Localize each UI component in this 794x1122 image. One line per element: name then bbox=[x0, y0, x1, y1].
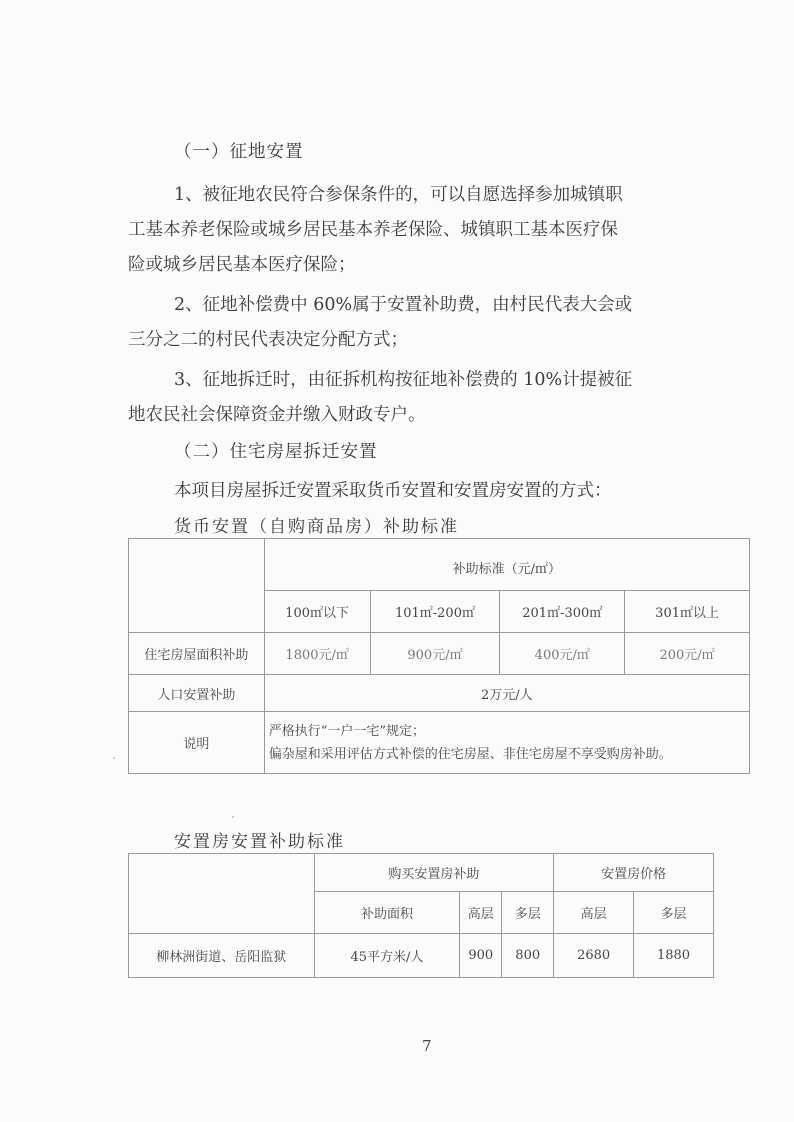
section1-item1-line1: 1、被征地农民符合参保条件的，可以自愿选择参加城镇职 bbox=[174, 185, 623, 205]
section2-heading: （二）住宅房屋拆迁安置 bbox=[174, 442, 378, 462]
table2-group-price: 安置房价格 bbox=[554, 854, 714, 892]
table2-sub-area: 补助面积 bbox=[314, 892, 460, 934]
table1-range: 201㎡-300㎡ bbox=[500, 591, 625, 633]
table2-caption: 安置房安置补助标准 bbox=[174, 832, 345, 852]
table1-row-area-label: 住宅房屋面积补助 bbox=[129, 633, 265, 675]
table1-area-value: 200元/㎡ bbox=[625, 633, 750, 675]
page-number: 7 bbox=[422, 1037, 432, 1055]
section1-item1-line3: 险或城乡居民基本医疗保险； bbox=[128, 255, 356, 275]
table1-area-value: 1800元/㎡ bbox=[264, 633, 370, 675]
table1-population-value: 2万元/人 bbox=[264, 675, 749, 712]
table2-row-price-high: 2680 bbox=[554, 934, 634, 978]
table2-sub-high: 高层 bbox=[460, 892, 502, 934]
table2-row-area: 45平方米/人 bbox=[314, 934, 460, 978]
table1-header: 补助标准（元/㎡） bbox=[264, 539, 749, 591]
section1-item1-line2: 工基本养老保险或城乡居民基本养老保险、城镇职工基本医疗保 bbox=[128, 220, 618, 240]
table2-group-purchase: 购买安置房补助 bbox=[314, 854, 554, 892]
table1-note-line1: 严格执行“一户一宅”规定； bbox=[268, 723, 426, 739]
table1-caption: 货币安置（自购商品房）补助标准 bbox=[174, 517, 459, 537]
table1-range: 101㎡-200㎡ bbox=[370, 591, 500, 633]
table2-corner-cell bbox=[129, 854, 315, 934]
table1-row-note-label: 说明 bbox=[129, 712, 265, 774]
section1-item2-line2: 三分之二的村民代表决定分配方式； bbox=[128, 330, 408, 350]
table1-area-value: 400元/㎡ bbox=[500, 633, 625, 675]
table1-area-value: 900元/㎡ bbox=[370, 633, 500, 675]
table1-corner-cell bbox=[129, 539, 265, 633]
table1-note bbox=[264, 712, 749, 774]
cash-compensation-table bbox=[128, 538, 750, 774]
scan-speck bbox=[232, 816, 234, 818]
table1-note-line2: 偏杂屋和采用评估方式补偿的住宅房屋、非住宅房屋不享受购房补助。 bbox=[268, 746, 672, 762]
section1-item2-line1: 2、征地补偿费中 60%属于安置补助费，由村民代表大会或 bbox=[174, 295, 633, 315]
table2-sub-multi-price: 多层 bbox=[634, 892, 714, 934]
table2-row-price-multi: 1880 bbox=[634, 934, 714, 978]
resettlement-housing-table bbox=[128, 853, 714, 978]
table1-range: 301㎡以上 bbox=[625, 591, 750, 633]
section1-heading: （一）征地安置 bbox=[174, 142, 304, 162]
table1-row-population-label: 人口安置补助 bbox=[129, 675, 265, 712]
table2-row-multi: 800 bbox=[502, 934, 554, 978]
table2-row-high: 900 bbox=[460, 934, 502, 978]
section1-item3-line1: 3、征地拆迁时，由征拆机构按征地补偿费的 10%计提被征 bbox=[174, 370, 633, 390]
scan-speck bbox=[113, 757, 115, 759]
section2-intro: 本项目房屋拆迁安置采取货币安置和安置房安置的方式： bbox=[174, 481, 612, 501]
table2-row-label: 柳林洲街道、岳阳监狱 bbox=[129, 934, 315, 978]
table1-range: 100㎡以下 bbox=[264, 591, 370, 633]
section1-item3-line2: 地农民社会保障资金并缴入财政专户。 bbox=[128, 405, 426, 425]
table2-sub-high-price: 高层 bbox=[554, 892, 634, 934]
table2-sub-multi: 多层 bbox=[502, 892, 554, 934]
